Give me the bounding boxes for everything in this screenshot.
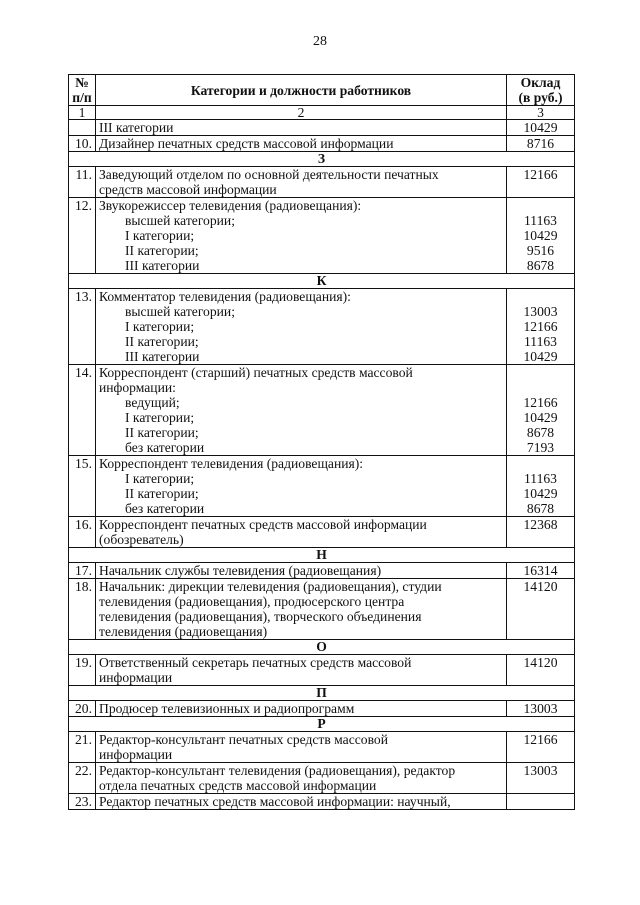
- section-letter: З: [69, 152, 575, 167]
- position-line: информации: [99, 670, 173, 685]
- position-line: информации:: [99, 380, 176, 395]
- position-line: Редактор-консультант печатных средств массовой: [99, 732, 388, 747]
- row-position: [96, 517, 507, 548]
- salary-value: 12166: [523, 395, 558, 410]
- row-salary: [507, 167, 575, 198]
- salary-value: 10429: [523, 349, 558, 364]
- position-line: без категории: [125, 440, 205, 455]
- salary-value: 12166: [523, 319, 558, 334]
- table-row: [69, 289, 575, 365]
- header-salary: [507, 75, 575, 106]
- position-line: II категории;: [125, 334, 199, 349]
- salary-value: 10429: [523, 410, 558, 425]
- position-line: Начальник службы телевидения (радиовещания): [99, 563, 382, 578]
- position-line: без категории: [125, 501, 205, 516]
- column-numbers-row: [69, 106, 575, 120]
- salary-value: [510, 365, 571, 380]
- salary-table: [68, 74, 575, 810]
- header-number-line1: №: [75, 75, 89, 90]
- salary-value: [510, 778, 571, 793]
- salary-value: 10429: [523, 486, 558, 501]
- row-position: [96, 365, 507, 456]
- header-salary-line2: (в руб.): [518, 90, 563, 105]
- row-number: 19.: [69, 655, 96, 686]
- row-number: 12.: [69, 198, 96, 274]
- row-position: [96, 289, 507, 365]
- row-number: 15.: [69, 456, 96, 517]
- position-line: Корреспондент печатных средств массовой информации: [99, 517, 427, 532]
- row-salary: [507, 456, 575, 517]
- section-letter: Н: [69, 548, 575, 563]
- salary-value: [510, 198, 571, 213]
- position-line: Дизайнер печатных средств массовой информации: [99, 136, 394, 151]
- row-salary: [507, 120, 575, 136]
- header-name: Категории и должности работников: [96, 75, 507, 106]
- table-row: [69, 763, 575, 794]
- row-position: [96, 167, 507, 198]
- position-line: телевидения (радиовещания), продюсерского центра: [99, 594, 405, 609]
- header-number-line2: п/п: [72, 90, 92, 105]
- column-number: 3: [507, 106, 575, 120]
- row-salary: [507, 198, 575, 274]
- position-line: информации: [99, 747, 173, 762]
- row-salary: [507, 289, 575, 365]
- salary-value: 8678: [526, 258, 555, 273]
- row-salary: [507, 579, 575, 640]
- section-letter-row: [69, 274, 575, 289]
- salary-value: [510, 794, 571, 809]
- row-position: [96, 701, 507, 717]
- position-line: Комментатор телевидения (радиовещания):: [99, 289, 351, 304]
- salary-value: [510, 289, 571, 304]
- section-letter: П: [69, 686, 575, 701]
- row-number: 14.: [69, 365, 96, 456]
- salary-value: 8678: [526, 501, 555, 516]
- table-row: [69, 563, 575, 579]
- position-line: Заведующий отделом по основной деятельности печатных: [99, 167, 439, 182]
- row-salary: [507, 563, 575, 579]
- salary-value: 9516: [526, 243, 555, 258]
- position-line: Корреспондент (старший) печатных средств массовой: [99, 365, 413, 380]
- position-line: II категории;: [125, 486, 199, 501]
- salary-value: 14120: [523, 655, 558, 670]
- row-salary: [507, 517, 575, 548]
- column-number: 1: [69, 106, 96, 120]
- position-line: высшей категории;: [125, 213, 235, 228]
- table-row: [69, 120, 575, 136]
- section-letter: К: [69, 274, 575, 289]
- position-line: I категории;: [125, 319, 195, 334]
- table-row: [69, 794, 575, 810]
- position-line: III категории: [125, 258, 200, 273]
- salary-value: 11163: [524, 334, 557, 349]
- salary-value: 14120: [523, 579, 558, 594]
- salary-value: 13003: [523, 763, 558, 778]
- position-line: (обозреватель): [99, 532, 184, 547]
- section-letter: Р: [69, 717, 575, 732]
- position-line: Корреспондент телевидения (радиовещания):: [99, 456, 364, 471]
- row-number: 11.: [69, 167, 96, 198]
- position-line: средств массовой информации: [99, 182, 277, 197]
- position-line: телевидения (радиовещания): [99, 624, 268, 639]
- salary-value: [510, 182, 571, 197]
- salary-value: 11163: [524, 471, 557, 486]
- row-salary: [507, 732, 575, 763]
- table-row: [69, 655, 575, 686]
- table-row: [69, 517, 575, 548]
- salary-value: [510, 670, 571, 685]
- row-position: [96, 563, 507, 579]
- row-salary: [507, 655, 575, 686]
- row-number: 23.: [69, 794, 96, 810]
- position-line: II категории;: [125, 243, 199, 258]
- table-row: [69, 198, 575, 274]
- salary-value: [510, 624, 571, 639]
- row-position: [96, 456, 507, 517]
- salary-value: 8678: [526, 425, 555, 440]
- table-row: [69, 167, 575, 198]
- position-line: Продюсер телевизионных и радиопрограмм: [99, 701, 355, 716]
- salary-value: 16314: [523, 563, 558, 578]
- section-letter-row: [69, 640, 575, 655]
- section-letter-row: [69, 152, 575, 167]
- section-letter-row: [69, 686, 575, 701]
- row-number: 21.: [69, 732, 96, 763]
- salary-value: 13003: [523, 304, 558, 319]
- table-row: [69, 136, 575, 152]
- table-row: [69, 365, 575, 456]
- row-number: 17.: [69, 563, 96, 579]
- position-line: отдела печатных средств массовой информации: [99, 778, 377, 793]
- table-header-row: [69, 75, 575, 106]
- column-number: 2: [96, 106, 507, 120]
- row-number: 18.: [69, 579, 96, 640]
- position-line: I категории;: [125, 471, 195, 486]
- row-number: 22.: [69, 763, 96, 794]
- row-salary: [507, 794, 575, 810]
- salary-value: 11163: [524, 213, 557, 228]
- position-line: Начальник: дирекции телевидения (радиовещания), студии: [99, 579, 442, 594]
- salary-value: 12166: [523, 167, 558, 182]
- position-line: Редактор-консультант телевидения (радиовещания), редактор: [99, 763, 456, 778]
- table-row: [69, 456, 575, 517]
- section-letter: О: [69, 640, 575, 655]
- position-line: высшей категории;: [125, 304, 235, 319]
- row-position: [96, 136, 507, 152]
- section-letter-row: [69, 717, 575, 732]
- salary-value: 13003: [523, 701, 558, 716]
- position-line: ведущий;: [125, 395, 180, 410]
- row-number: 16.: [69, 517, 96, 548]
- position-line: Ответственный секретарь печатных средств массовой: [99, 655, 412, 670]
- salary-value: 10429: [523, 228, 558, 243]
- section-letter-row: [69, 548, 575, 563]
- salary-value: [510, 456, 571, 471]
- table-row: [69, 579, 575, 640]
- table-row: [69, 732, 575, 763]
- position-line: II категории;: [125, 425, 199, 440]
- page-number: 28: [313, 34, 327, 49]
- salary-value: 10429: [523, 120, 558, 135]
- row-position: [96, 579, 507, 640]
- row-number: [69, 120, 96, 136]
- position-line: I категории;: [125, 228, 195, 243]
- row-position: [96, 763, 507, 794]
- salary-value: [510, 594, 571, 609]
- salary-value: [510, 609, 571, 624]
- row-position: [96, 120, 507, 136]
- row-number: 13.: [69, 289, 96, 365]
- salary-value: [510, 380, 571, 395]
- salary-value: [510, 532, 571, 547]
- row-number: 10.: [69, 136, 96, 152]
- table-row: [69, 701, 575, 717]
- row-salary: [507, 763, 575, 794]
- salary-value: 12166: [523, 732, 558, 747]
- position-line: телевидения (радиовещания), творческого объединения: [99, 609, 422, 624]
- row-position: [96, 655, 507, 686]
- salary-value: 7193: [526, 440, 555, 455]
- row-position: [96, 732, 507, 763]
- row-salary: [507, 365, 575, 456]
- position-line: Звукорежиссер телевидения (радиовещания):: [99, 198, 362, 213]
- salary-value: 12368: [523, 517, 558, 532]
- row-position: [96, 794, 507, 810]
- position-line: I категории;: [125, 410, 195, 425]
- salary-value: [510, 747, 571, 762]
- position-line: III категории: [125, 349, 200, 364]
- salary-value: 8716: [526, 136, 555, 151]
- row-position: [96, 198, 507, 274]
- row-salary: [507, 136, 575, 152]
- row-number: 20.: [69, 701, 96, 717]
- position-line: Редактор печатных средств массовой информации: научный,: [99, 794, 451, 809]
- row-salary: [507, 701, 575, 717]
- header-number: [69, 75, 96, 106]
- header-salary-line1: Оклад: [520, 75, 561, 90]
- position-line: III категории: [99, 120, 174, 135]
